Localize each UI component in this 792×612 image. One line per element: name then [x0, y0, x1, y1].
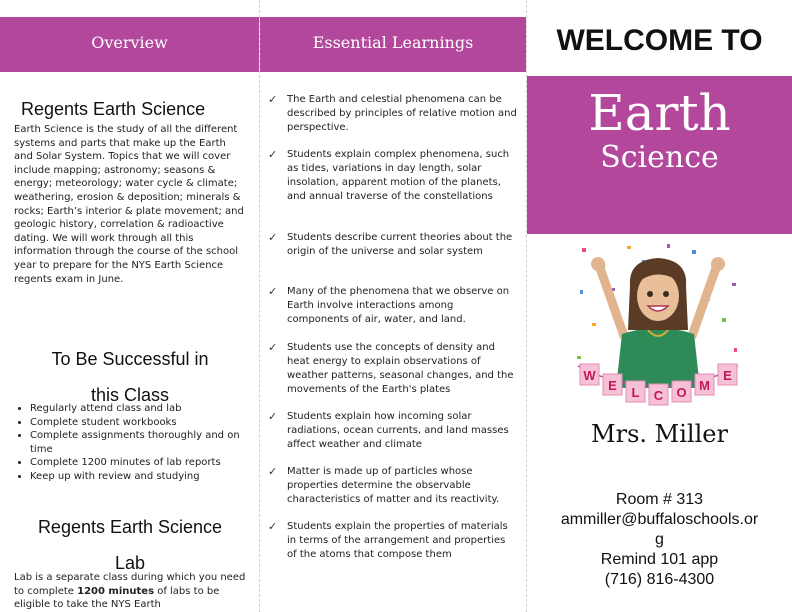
banner-letter: O: [676, 385, 687, 400]
title-science: Science: [600, 140, 719, 175]
email-line2: g: [655, 531, 664, 548]
teacher-welcome-illustration: [572, 238, 744, 410]
check-icon: ✓: [268, 520, 278, 533]
regents-heading: Regents Earth Science: [21, 99, 206, 119]
overview-title: Overview: [91, 33, 168, 52]
overview-paragraph: Earth Science is the study of all the different systems and parts that make up the Earth and Solar System. Topics that we will cover include mapping; astronomy; seasons & energy; meteorology; water cycle & climate; weathering, erosion & deposition; minerals & rocks; Earth’s interior & plate movement; and geologic history, correlation & radioactive dating. We will work through all this information through the course of the school year to prepare for the NYS Earth Science regents exam in June.: [14, 124, 244, 285]
phone-number: (716) 816-4300: [604, 571, 715, 588]
lab-heading-line1: Regents Earth Science: [37, 517, 223, 537]
check-icon: ✓: [268, 465, 278, 478]
essential-learnings-header: [260, 17, 526, 72]
banner-letter: M: [699, 378, 710, 393]
room-number: Room # 313: [615, 491, 704, 508]
lab-minutes-bold: 1200 minutes: [77, 585, 155, 597]
lab-heading-line2: Lab: [114, 553, 146, 573]
success-heading-line2: this Class: [90, 385, 170, 405]
learning-text: Matter is made up of particles whose properties determine the observable characteristics of matter and its reactivity.: [287, 466, 500, 505]
list-item: • Complete 1200 minutes of lab reports: [30, 456, 260, 470]
list-item: • Regularly attend class and lab: [30, 402, 260, 416]
learning-text: Students use the concepts of density and heat energy to explain observations of weather patterns, seasonal changes, and the movements of the Earth's plates: [287, 342, 514, 395]
panel-divider-left: [259, 0, 260, 612]
lab-paragraph: [14, 571, 246, 612]
list-item: • Complete assignments thoroughly and on time: [30, 429, 260, 456]
check-icon: ✓: [268, 231, 278, 244]
banner-letter: C: [653, 388, 664, 403]
list-item: • Keep up with review and studying: [30, 470, 260, 484]
lab-text-end: of labs to be eligible to take the NYS Earth: [14, 585, 220, 611]
contact-info: [527, 490, 792, 590]
check-icon: ✓: [268, 285, 278, 298]
email-line1: ammiller@buffaloschools.or: [560, 511, 759, 528]
check-icon: ✓: [268, 93, 278, 106]
remind-app: Remind 101 app: [600, 551, 719, 568]
essential-learnings-title: Essential Learnings: [312, 33, 474, 52]
banner-letter: L: [631, 385, 640, 400]
list-item: • Complete student workbooks: [30, 416, 260, 430]
learning-text: Many of the phenomena that we observe on Earth involve interactions among components of air, water, and land.: [287, 286, 510, 325]
learning-text: Students explain how incoming solar radiations, ocean currents, and land masses affect weather and climate: [287, 411, 509, 450]
learning-text: Students explain complex phenomena, such as tides, variations in day length, solar insolation, apparent motion of the planets, and annual traverse of the constellations: [287, 149, 510, 202]
learning-text: Students explain the properties of materials in terms of the arrangement and properties of the atoms that compose them: [287, 521, 508, 560]
check-icon: ✓: [268, 410, 278, 423]
banner-letter: W: [583, 368, 596, 383]
banner-letter: E: [608, 378, 617, 393]
check-icon: ✓: [268, 341, 278, 354]
lab-text-start: Lab is a separate class during which you need to complete: [14, 572, 246, 597]
learning-text: Students describe current theories about the origin of the universe and solar system: [287, 232, 513, 257]
earth-science-banner: [527, 76, 792, 234]
banner-letter: E: [723, 368, 732, 383]
teacher-avatar: [591, 257, 725, 388]
success-heading-line1: To Be Successful in: [51, 349, 209, 369]
success-list: [14, 402, 260, 484]
check-icon: ✓: [268, 148, 278, 161]
title-earth: Earth: [588, 84, 731, 142]
teacher-name: Mrs. Miller: [591, 420, 728, 448]
learning-text: The Earth and celestial phenomena can be described by principles of relative motion and perspective.: [287, 94, 517, 133]
welcome-to-heading: WELCOME TO: [556, 24, 763, 57]
overview-header: [0, 17, 259, 72]
